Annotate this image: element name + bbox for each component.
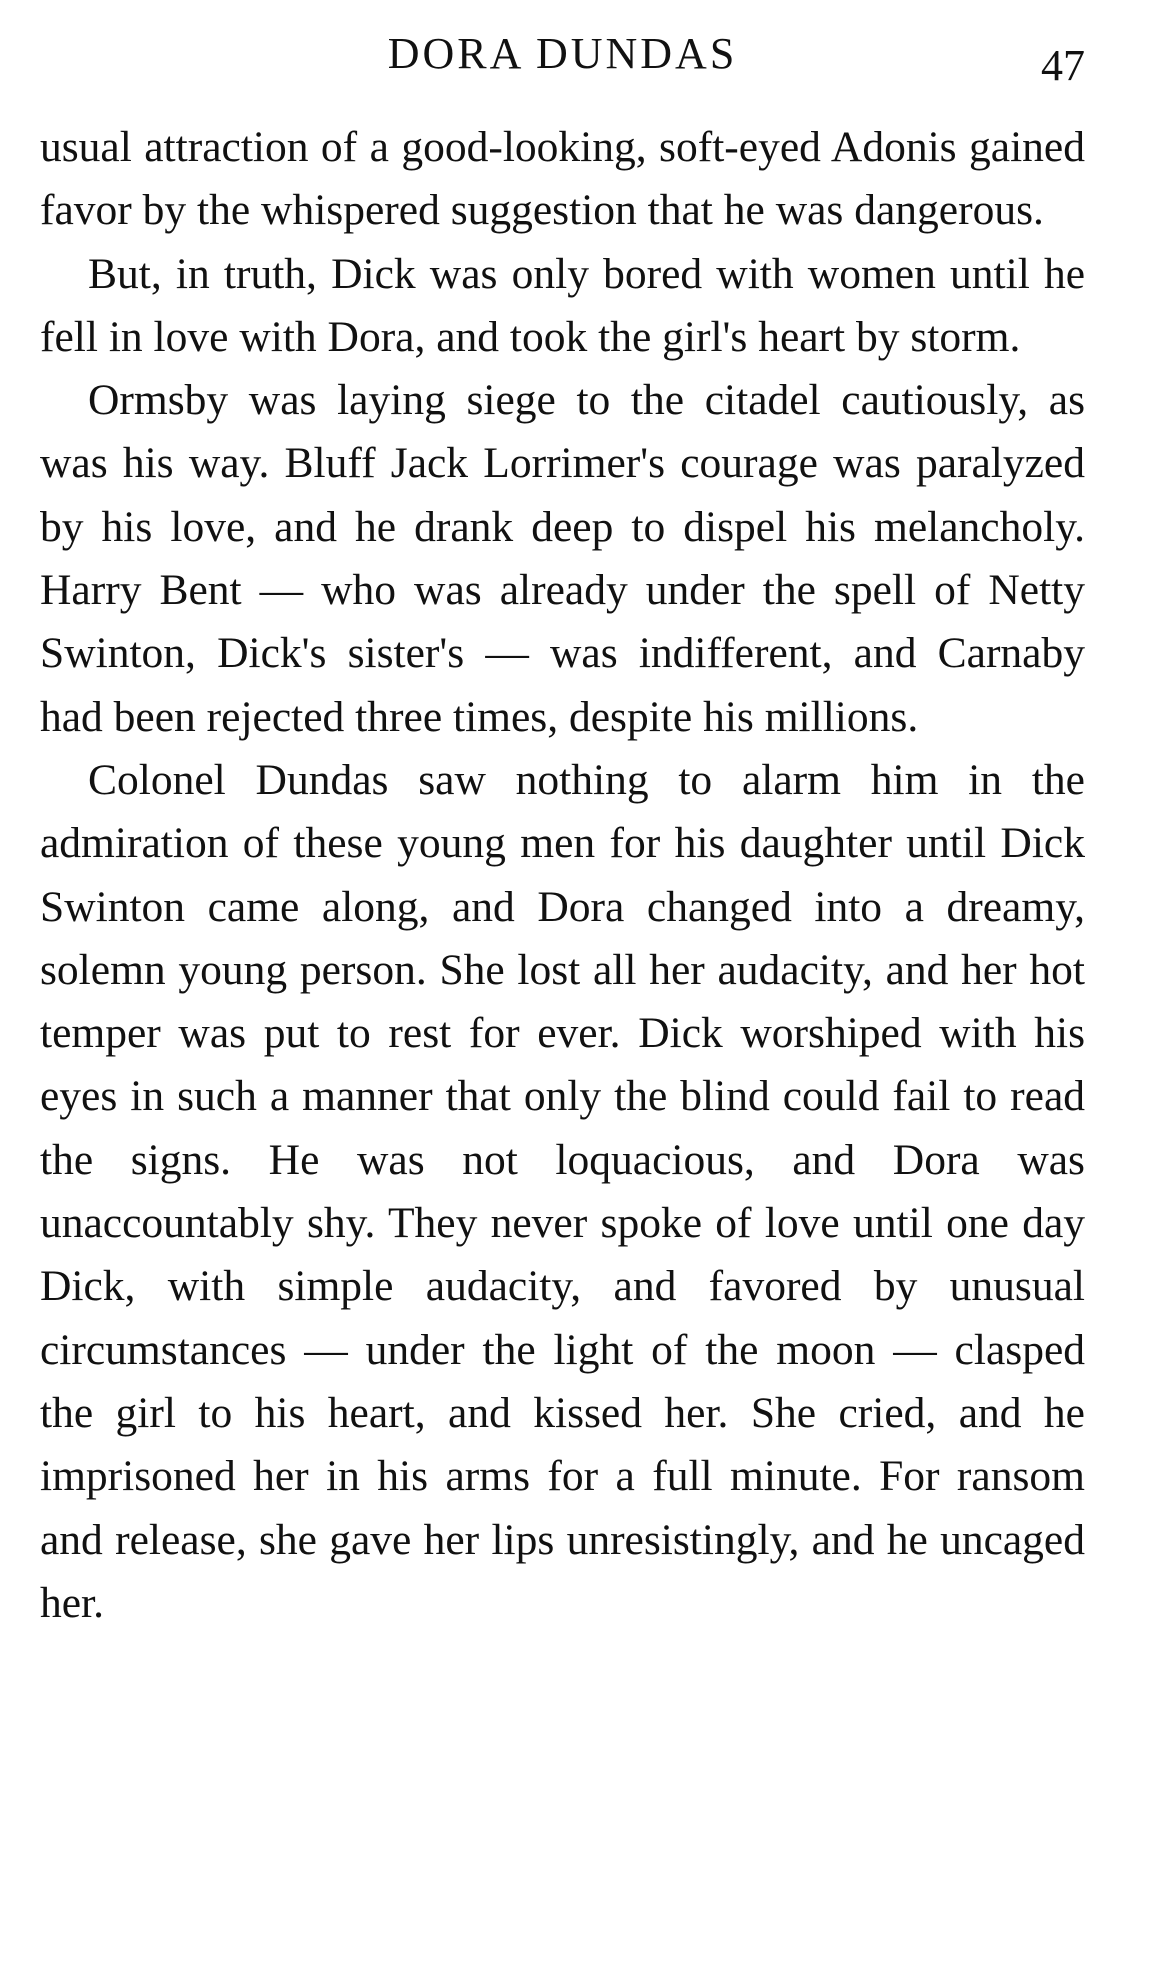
running-title: DORA DUNDAS	[387, 29, 738, 78]
running-head	[40, 24, 1085, 94]
paragraph: Ormsby was laying siege to the citadel cautiously, as was his way. Bluff Jack Lorrimer's courage was paralyzed by his love, and he drank deep to dispel his melancholy. Harry Bent — who was already under the spell of Netty Swinton, Dick's sister's — was indifferent, and Carnaby had been rejected three times, despite his millions.	[40, 376, 1085, 741]
paragraph: Colonel Dundas saw nothing to alarm him in the admiration of these young men for his daughter until Dick Swinton came along, and Dora changed into a dreamy, solemn young person. She lost all her audacity, and her hot temper was put to rest for ever. Dick worshiped with his eyes in such a manner that only the blind could fail to read the signs. He was not loquacious, and Dora was unaccountably shy. They never spoke of love until one day Dick, with simple audacity, and favored by unusual circumstances — under the light of the moon — clasped the girl to his heart, and kissed her. She cried, and he imprisoned her in his arms for a full minute. For ransom and release, she gave her lips unresistingly, and he uncaged her.	[40, 755, 1085, 1627]
paragraph-continued: usual attraction of a good-looking, soft-eyed Adonis gained favor by the whispered suggestion that he was dangerous.	[40, 123, 1085, 235]
paragraph: But, in truth, Dick was only bored with women until he fell in love with Dora, and took the girl's heart by storm.	[40, 249, 1085, 361]
page-number: 47	[1041, 41, 1085, 90]
body-text	[40, 116, 1085, 1635]
